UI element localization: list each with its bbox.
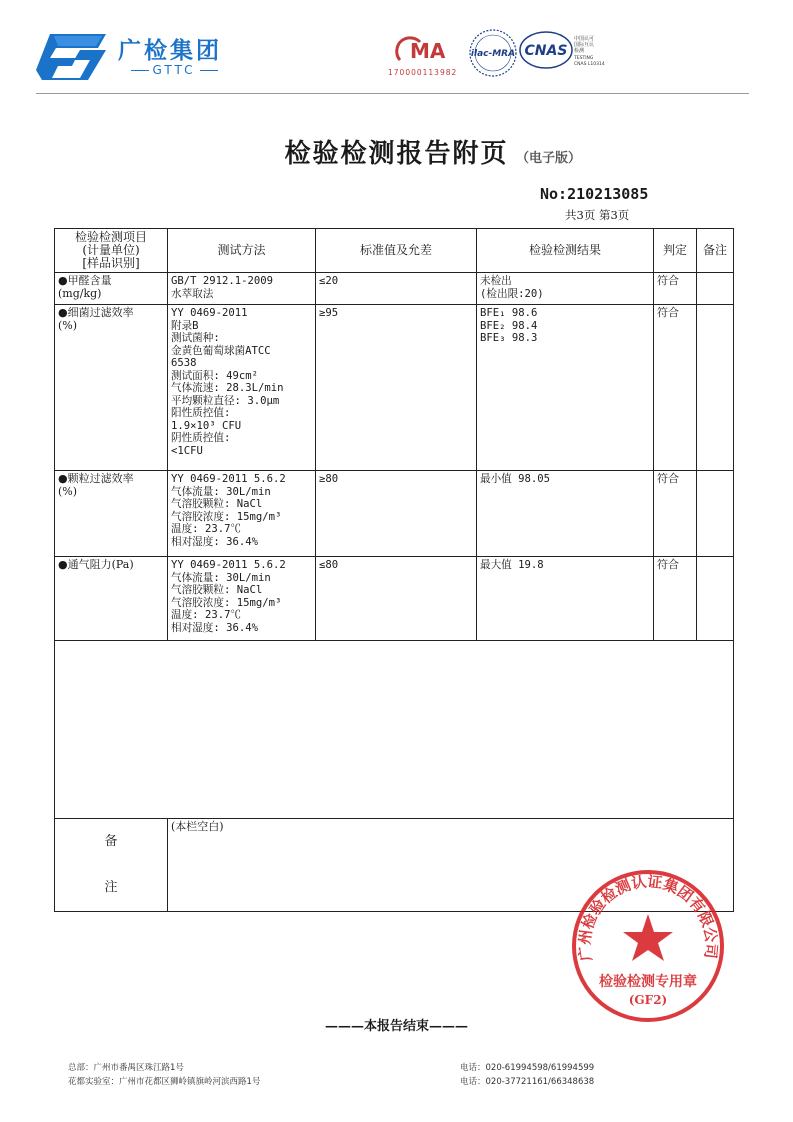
footer-hq-address: 总部：广州市番禺区珠江路1号: [68, 1063, 184, 1073]
title-electronic-version: （电子版）: [516, 151, 582, 166]
cnas-cn-line-2: 国际互认: [574, 42, 595, 48]
blank-area-row: [55, 641, 734, 819]
page-title: 检验检测报告附页: [284, 139, 509, 169]
row-result: BFE₁ 98.6 BFE₂ 98.4 BFE₃ 98.3: [477, 305, 654, 471]
row-item: ●通气阻力(Pa): [55, 557, 168, 641]
cnas-text: CNAS: [524, 43, 568, 59]
cnas-testing: TESTING: [574, 56, 594, 61]
remarks-label: 备 注: [55, 819, 168, 912]
row-item: ●颗粒过滤效率 (%): [55, 471, 168, 557]
row-judgement: 符合: [654, 305, 697, 471]
brand-abbrev: GTTC: [118, 63, 230, 77]
star-icon: [623, 914, 673, 961]
row-remark: [697, 557, 734, 641]
cnas-logo-icon: [518, 28, 610, 74]
row-standard: ≥95: [316, 305, 477, 471]
row-remark: [697, 471, 734, 557]
header-remark: 备注: [697, 229, 734, 273]
footer-tel-lab: 电话：020-37721161/66348638: [460, 1077, 595, 1087]
ilac-mra-logo-icon: [468, 28, 518, 78]
row-method: YY 0469-2011 5.6.2 气体流量: 30L/min 气溶胶颗粒: NaCl 气溶胶浓度: 15mg/m³ 温度: 23.7℃ 相对湿度: 36.4%: [168, 557, 316, 641]
row-standard: ≤20: [316, 273, 477, 305]
row-judgement: 符合: [654, 557, 697, 641]
cnas-cn-line-3: 检测: [574, 48, 585, 54]
row-method: YY 0469-2011 附录B 测试菌种: 金黄色葡萄球菌ATCC 6538 测试面积: 49cm² 气体流速: 28.3L/min 平均颗粒直径: 3.0μm 阳性质控值: 1.9×10³ CFU 阴性质控值: <1CFU: [168, 305, 316, 471]
row-standard: ≥80: [316, 471, 477, 557]
row-method: YY 0469-2011 5.6.2 气体流量: 30L/min 气溶胶颗粒: NaCl 气溶胶浓度: 15mg/m³ 温度: 23.7℃ 相对湿度: 36.4%: [168, 471, 316, 557]
cnas-cn-line-1: 中国认可: [574, 36, 595, 42]
seal-center-text: 检验检测专用章: [599, 974, 697, 990]
header-result: 检验检测结果: [477, 229, 654, 273]
header-item: 检验检测项目 (计量单位) [样品识别]: [55, 229, 168, 273]
row-standard: ≤80: [316, 557, 477, 641]
table-row: [55, 305, 734, 471]
row-remark: [697, 305, 734, 471]
remarks-content: (本栏空白): [168, 819, 734, 912]
footer-tel-hq: 电话：020-61994598/61994599: [460, 1063, 595, 1073]
row-method: GB/T 2912.1-2009 水萃取法: [168, 273, 316, 305]
row-judgement: 符合: [654, 273, 697, 305]
report-number: No:210213085: [540, 185, 649, 203]
row-result: 未检出 (检出限:20): [477, 273, 654, 305]
table-row: [55, 471, 734, 557]
row-item: ●甲醛含量 (mg/kg): [55, 273, 168, 305]
results-table: [54, 228, 734, 912]
page-info: 共3页 第3页: [565, 208, 630, 222]
row-remark: [697, 273, 734, 305]
row-result: 最大值 19.8: [477, 557, 654, 641]
row-item: ●细菌过滤效率 (%): [55, 305, 168, 471]
footer-lab-address: 花都实验室：广州市花都区狮岭镇旗岭河滨西路1号: [68, 1077, 261, 1087]
table-header-row: [55, 229, 734, 273]
cma-logo-icon: [394, 34, 458, 64]
table-row: [55, 557, 734, 641]
header-judgement: 判定: [654, 229, 697, 273]
header-standard: 标准值及允差: [316, 229, 477, 273]
row-result: 最小值 98.05: [477, 471, 654, 557]
report-end-line: ———本报告结束———: [324, 1019, 468, 1034]
table-row: [55, 273, 734, 305]
official-seal: [570, 868, 726, 1024]
header-divider: [36, 93, 749, 94]
cma-number: 170000113982: [388, 68, 458, 77]
gttc-logo-icon: [36, 30, 108, 82]
seal-code: (GF2): [628, 993, 668, 1007]
blank-area: [55, 641, 734, 819]
ilac-text: ilac-MRA: [470, 49, 516, 59]
cma-text: MA: [410, 39, 446, 63]
seal-ring-text: 广州检验检测认证集团有限公司: [575, 872, 721, 963]
brand-name: 广检集团: [118, 38, 222, 64]
header-method: 测试方法: [168, 229, 316, 273]
cnas-code: CNAS L10314: [574, 62, 605, 67]
row-judgement: 符合: [654, 471, 697, 557]
